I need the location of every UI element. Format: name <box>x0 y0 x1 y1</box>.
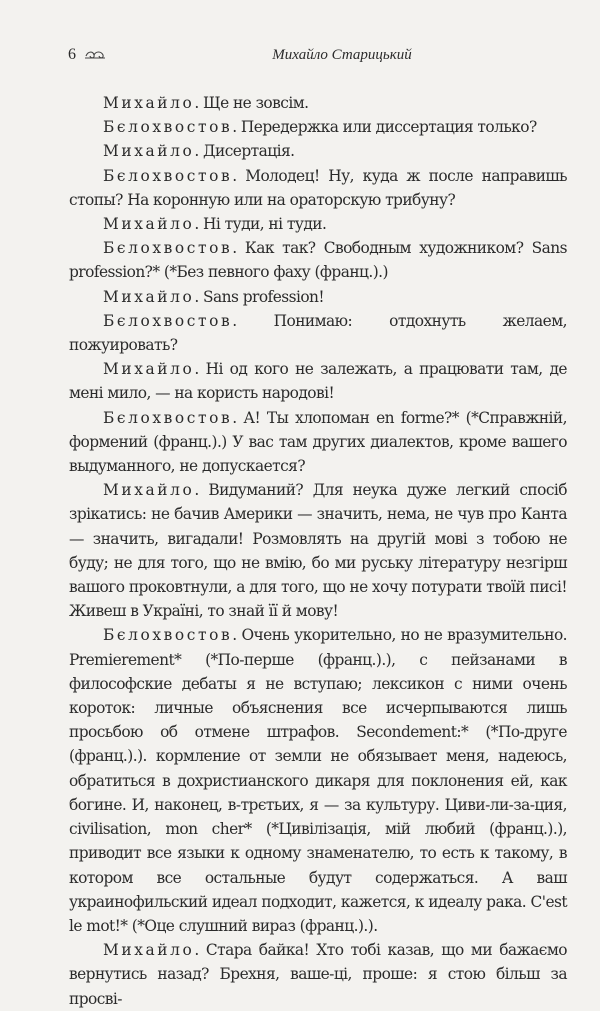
speaker-name: Михайло <box>103 94 195 112</box>
dialogue-text: . А! Ты хлопоман en forme?* (*Справжній, формений (франц.).) У вас там других диалектов, кроме вашего выдуманного, не допускается? <box>69 408 567 476</box>
dialogue-text: . Очень укорительно, но не вразумительно. Premierement* (*По-перше (франц.).), с пейзанами в философские дебаты я не вступаю; лексикон с ними очень короток: личные объяснения все исчерпываются лишь просьбою об отмене штрафов. Secondement:* (*По-друге (франц.).). кормление от земли не обязывает меня, надеюсь, обратиться в дохристианского дикаря для поклонения ей, как богине. И, наконец, в-трєтьих, я — за культуру. Циви-ли-за-ция, civilisation, mon cher* (*Цивілізація, мій любий (франц.).), приводит все языки к одному знаменателю, то есть к такому, в котором все остальные будут содержаться. А ваш украинофильский идеал подходит, кажется, к идеалу рака. C'est le mot!* (*Оце слушний вираз (франц.).). <box>69 626 567 935</box>
dialogue-line <box>69 478 567 623</box>
speaker-name: Михайло <box>103 287 195 306</box>
dialogue-line <box>69 623 567 938</box>
dialogue-text: . Ні туди, ні туди. <box>194 215 327 234</box>
speaker-name: Михайло <box>103 142 195 161</box>
speaker-name: Бєлохвостов <box>103 626 233 645</box>
dialogue-text: . Ні од кого не залежать, а працювати там, де мені мило, — на користь народові! <box>69 360 567 403</box>
speaker-name: Бєлохвостов <box>103 118 233 137</box>
dialogue-text: . Стара байка! Хто тобі казав, що ми бажаємо вернутись назад? Брехня, ваше-ці, проше: я стою більш за просві- <box>69 941 567 1008</box>
speaker-name: Михайло <box>103 941 195 960</box>
dialogue-text: . Понимаю: отдохнуть желаем, пожуировать? <box>69 311 567 355</box>
dialogue-line <box>69 236 567 284</box>
dialogue-line <box>69 285 567 309</box>
dialogue-line <box>69 357 567 405</box>
dialogue-line <box>69 212 567 236</box>
dialogue-text: . Передержка или диссертация только? <box>232 118 537 137</box>
speaker-name: Бєлохвостов <box>103 166 233 185</box>
page-number: 6 <box>68 46 76 63</box>
speaker-name: Михайло <box>103 360 195 379</box>
dialogue-text: . Как так? Свободным художником? Sans profession?* (*Без певного фаху (франц.).) <box>69 239 567 282</box>
dialogue-line <box>69 164 567 212</box>
speaker-name: Михайло <box>103 215 195 234</box>
page-header <box>62 46 572 70</box>
dialogue-text: . Дисертація. <box>194 142 295 161</box>
dialogue-line <box>69 938 567 1011</box>
dialogue-text: . Видуманий? Для неука дуже легкий спосіб зрікатись: не бачив Америки — значить, нема, не чув про Канта — значить, вигадали! Розмовлять на другій мові з тобою не буду; не для того, що не вмію, бо ми руську літературу незгірш вашого проковтнули, а для того, що не хочу потурати твоїй писі! Живеш в Україні, то знай її й мову! <box>69 481 567 621</box>
speaker-name: Михайло <box>103 481 195 500</box>
speaker-name: Бєлохвостов <box>103 408 233 427</box>
running-title: Михайло Старицький <box>272 47 412 63</box>
speaker-name: Бєлохвостов <box>103 311 233 330</box>
dialogue-text: . Sans profession! <box>194 287 325 306</box>
speaker-name: Бєлохвостов <box>103 239 233 258</box>
dialogue-line <box>69 406 567 479</box>
dialogue-line <box>69 91 567 115</box>
dialogue-line <box>69 139 567 163</box>
body-text <box>69 91 567 1011</box>
dialogue-text: . Молодец! Ну, куда ж после направишь стопы? На коронную или на ораторскую трибуну? <box>69 166 567 209</box>
dialogue-line <box>69 309 567 357</box>
dialogue-line <box>69 115 567 139</box>
dialogue-text: . Ще не зовсім. <box>194 94 309 112</box>
